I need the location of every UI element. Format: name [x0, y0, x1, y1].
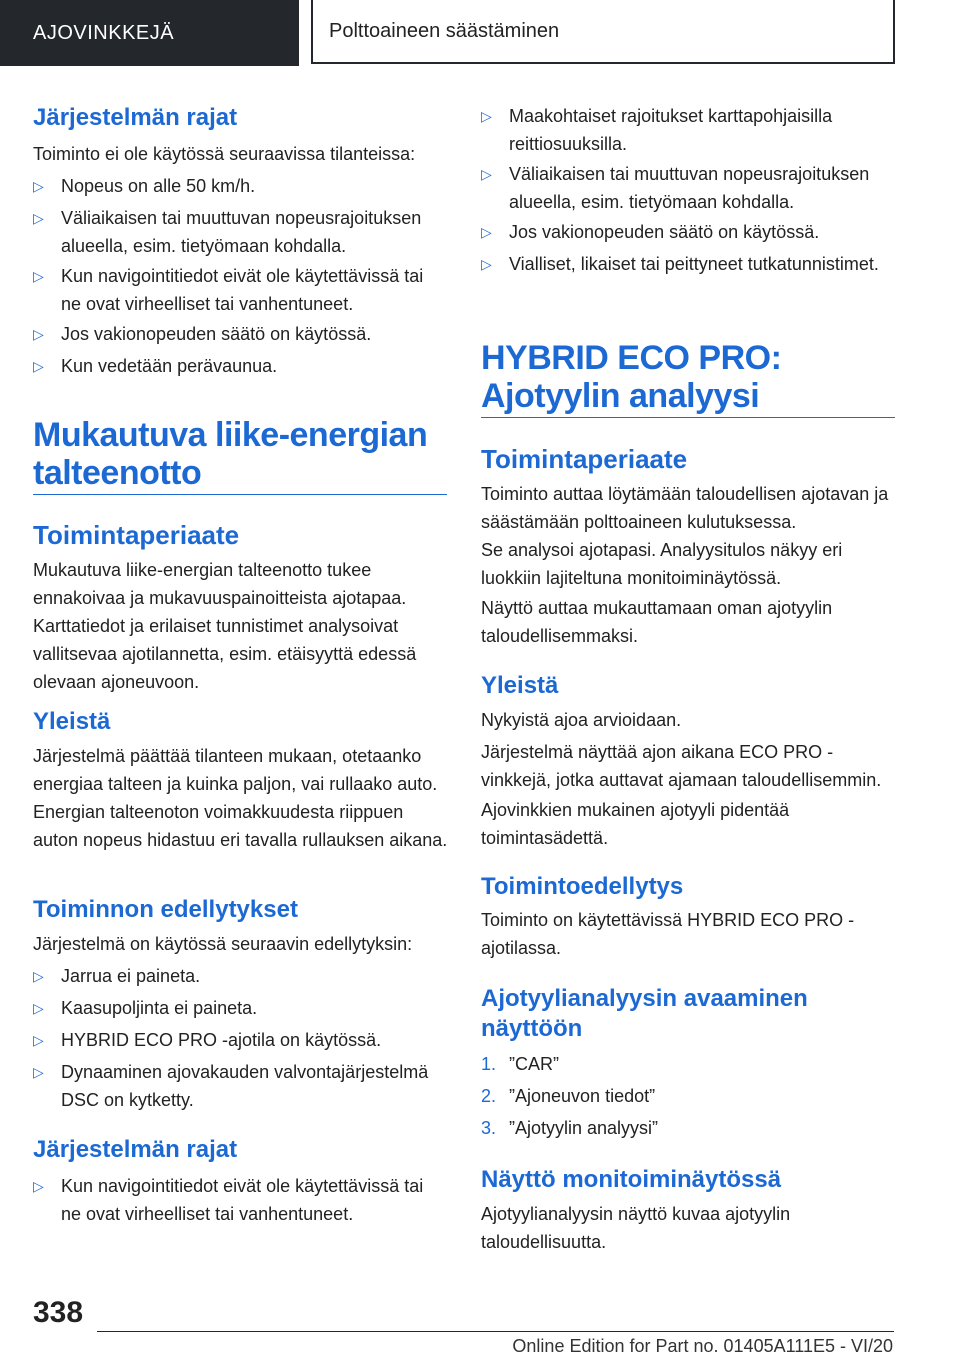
list-item: ▷ Jos vakionopeuden säätö on käytössä. — [33, 320, 447, 348]
triangle-right-outline-icon: ▷ — [33, 210, 44, 226]
list-item: ▷ Kun vedetään perävaunua. — [33, 352, 447, 380]
principle-p2: Se analysoi ajotapasi. Analyysitulos näkyy eri luokkiin lajiteltuna monitoiminäytössä. — [481, 540, 843, 588]
limits-intro: Toiminto ei ole käytössä seuraavissa tilanteissa: — [33, 144, 416, 164]
limits2-heading: Järjestelmän rajat — [33, 1136, 238, 1163]
list-item: ▷ HYBRID ECO PRO -ajotila on käytössä. — [33, 1026, 447, 1054]
general-p3: Ajovinkkien mukainen ajotyyli pidentää toimintasädettä. — [481, 800, 790, 848]
regen-title-line2: talteenotto — [33, 454, 202, 492]
step-number: 1. — [481, 1054, 497, 1074]
step-item: 1. ”CAR” — [481, 1050, 895, 1078]
list-item: ▷ Kaasupoljinta ei paineta. — [33, 994, 447, 1022]
triangle-right-outline-icon: ▷ — [33, 326, 44, 342]
list-item: ▷ Vialliset, likaiset tai peittyneet tutkatunnistimet. — [481, 250, 895, 278]
footer-edition: Online Edition for Part no. 01405A111E5 - VI/20 — [512, 1336, 893, 1356]
triangle-right-outline-icon: ▷ — [33, 178, 44, 194]
open-heading-line1: Ajotyylianalyysin avaaminen — [481, 985, 808, 1012]
topic-tab: Polttoaineen säästäminen — [311, 0, 895, 64]
general-text: Järjestelmä päättää tilanteen mukaan, otetaanko energiaa talteen ja kuinka paljon, vai rullaako auto. Energian talteenoton voimakkuudesta riippuen auton nopeus hidastuu eri tavalla rullauksen aikana. — [33, 746, 448, 850]
section-rule — [33, 494, 447, 495]
triangle-right-outline-icon: ▷ — [33, 1032, 44, 1048]
general-heading: Yleistä — [33, 708, 111, 735]
general-p2: Järjestelmä näyttää ajon aikana ECO PRO -vinkkejä, jotka auttavat ajamaan taloudellisemmin. — [481, 742, 882, 790]
triangle-right-outline-icon: ▷ — [33, 358, 44, 374]
eco-title-line2: Ajotyylin analyysi — [481, 377, 760, 415]
regen-title-line1: Mukautuva liike-energian — [33, 416, 428, 454]
list-item: ▷ Kun navigointitiedot eivät ole käytettävissä tai ne ovat virheelliset tai vanhentuneet. — [33, 262, 447, 318]
principle-p3: Näyttö auttaa mukauttamaan oman ajotyylin taloudellisemmaksi. — [481, 598, 833, 646]
list-item: ▷ Jos vakionopeuden säätö on käytössä. — [481, 218, 895, 246]
step-number: 2. — [481, 1086, 497, 1106]
step-item: 2. ”Ajoneuvon tiedot” — [481, 1082, 895, 1110]
triangle-right-outline-icon: ▷ — [481, 224, 492, 240]
principle-heading: Toimintaperiaate — [481, 444, 688, 474]
triangle-right-outline-icon: ▷ — [33, 1178, 44, 1194]
open-heading-line2: näyttöön — [481, 1015, 583, 1042]
limits-heading: Järjestelmän rajat — [33, 104, 238, 131]
conditions-intro: Järjestelmä on käytössä seuraavin edellytyksin: — [33, 934, 413, 954]
list-item: ▷ Väliaikaisen tai muuttuvan nopeusrajoituksen alueella, esim. tietyömaan kohdalla. — [33, 204, 447, 260]
footer-rule — [97, 1331, 894, 1332]
page-number: 338 — [33, 1296, 84, 1329]
step-item: 3. ”Ajotyylin analyysi” — [481, 1114, 895, 1142]
requirement-heading: Toimintoedellytys — [481, 873, 684, 900]
display-text: Ajotyylianalyysin näyttö kuvaa ajotyylin taloudellisuutta. — [481, 1204, 791, 1252]
list-item: ▷ Nopeus on alle 50 km/h. — [33, 172, 447, 200]
triangle-right-outline-icon: ▷ — [481, 108, 492, 124]
list-item: ▷ Kun navigointitiedot eivät ole käytettävissä tai ne ovat virheelliset tai vanhentuneet. — [33, 1172, 447, 1228]
triangle-right-outline-icon: ▷ — [33, 268, 44, 284]
triangle-right-outline-icon: ▷ — [481, 166, 492, 182]
principle-heading: Toimintaperiaate — [33, 520, 240, 550]
general-heading: Yleistä — [481, 672, 559, 699]
list-item: ▷ Dynaaminen ajovakauden valvontajärjestelmä DSC on kytketty. — [33, 1058, 447, 1114]
section-rule — [481, 417, 895, 418]
general-p1: Nykyistä ajoa arvioidaan. — [481, 710, 682, 730]
list-item: ▷ Jarrua ei paineta. — [33, 962, 447, 990]
section-tab: AJOVINKKEJÄ — [0, 0, 299, 66]
list-item: ▷ Väliaikaisen tai muuttuvan nopeusrajoituksen alueella, esim. tietyömaan kohdalla. — [481, 160, 895, 216]
list-item: ▷ Maakohtaiset rajoitukset karttapohjaisilla reittiosuuksilla. — [481, 102, 895, 158]
triangle-right-outline-icon: ▷ — [33, 1064, 44, 1080]
triangle-right-outline-icon: ▷ — [481, 256, 492, 272]
principle-text: Mukautuva liike-energian talteenotto tukee ennakoivaa ja mukavuuspainoitteista ajotapaa. Karttatiedot ja erilaiset tunnistimet analysoivat vallitsevaa ajotilannetta, esim. etäisyyttä edessä olevaan ajoneuvoon. — [33, 560, 417, 692]
requirement-text: Toiminto on käytettävissä HYBRID ECO PRO -ajotilassa. — [481, 910, 855, 958]
display-heading: Näyttö monitoiminäytössä — [481, 1166, 782, 1193]
conditions-heading: Toiminnon edellytykset — [33, 896, 298, 923]
step-number: 3. — [481, 1118, 497, 1138]
triangle-right-outline-icon: ▷ — [33, 1000, 44, 1016]
eco-title-line1: HYBRID ECO PRO: — [481, 339, 782, 377]
triangle-right-outline-icon: ▷ — [33, 968, 44, 984]
principle-p1: Toiminto auttaa löytämään taloudellisen ajotavan ja säästämään polttoaineen kulutuksessa. — [481, 484, 889, 532]
